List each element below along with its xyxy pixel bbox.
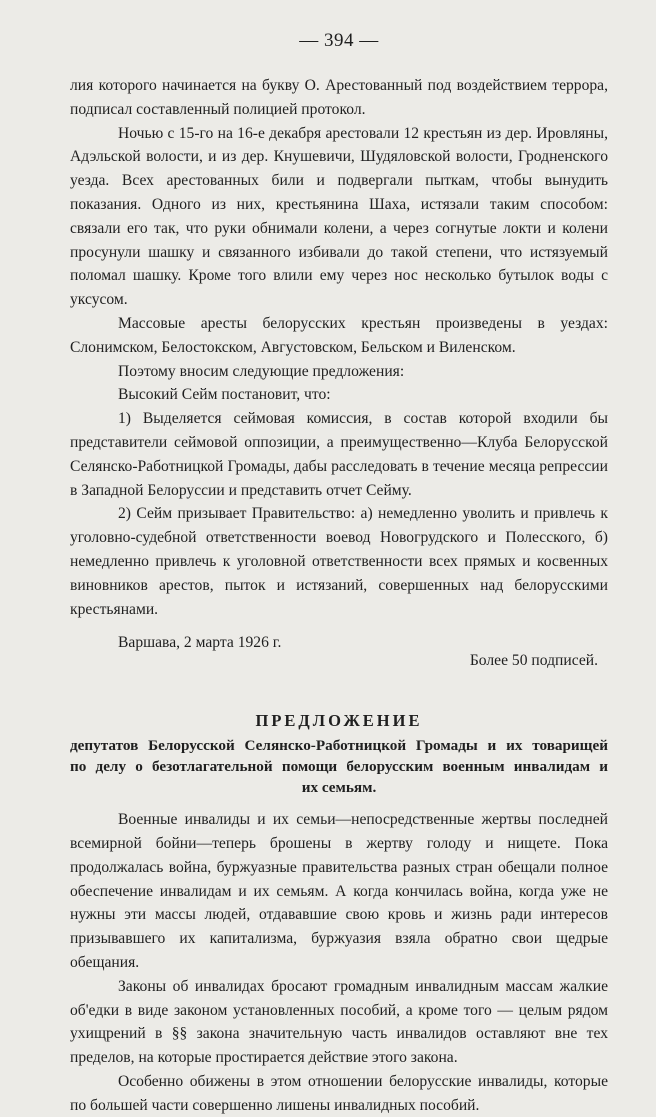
place-date: Варшава, 2 марта 1926 г. (118, 634, 282, 652)
paragraph-7: 2) Сейм призывает Правительство: а) немедленно уволить и привлечь к уголовно-судебной ответственности воевод Новогрудского и Полесского, б) немедленно привлечь к уголовной ответственности всех прямых и косвенных виновников арестов, пыток и истязаний, совершенных над белорусскими крестьянами. (70, 505, 608, 618)
paragraph-3: Массовые аресты белорусских крестьян произведены в уездах: Слонимском, Белостокском, Августовском, Бельском и Виленском. (70, 314, 608, 356)
paragraph-8: Военные инвалиды и их семьи—непосредственные жертвы последней всемирной бойни—теперь брошены в жертву голоду и нищете. Пока продолжалась война, буржуазные правительства разных стран обещали полное обеспечение инвалидам и их семьям. А когда кончилась война, когда уже не нужны эти массы людей, отдававшие свою кровь и жизнь ради интересов призывавшего их капитализма, буржуазия взяла обратно свои щедрые обещания. (70, 811, 608, 971)
paragraph-1: лия которого начинается на букву О. Арестованный под воздействием террора, подписал составленный полицией протокол. (70, 77, 608, 118)
paragraph-5: Высокий Сейм постановит, что: (118, 386, 331, 404)
paragraph-9: Законы об инвалидах бросают громадным инвалидным массам жалкие об'едки в виде законом установленных пособий, а кроме того — целым рядом ухищрений в §§ закона значительную часть инвалидов оставляют вне тех пределов, на которые простирается действие этого закона. (70, 977, 608, 1067)
paragraph-2: Ночью с 15-го на 16-е декабря арестовали 12 крестьян из дер. Ировляны, Адэльской волости, и из дер. Кнушевичи, Шудяловской волости, Гродненского уезда. Всех арестованных били и подвергали пыткам, чтобы вынудить показания. Одного из них, крестьянина Шаха, истязали таким способом: связали его так, что руки обнимали колени, а через согнутые локти и колени просунули шашку и связанного избивали до такой степени, что истязуемый поломал шашку. Кроме того влили ему через нос несколько бутылок воды с уксусом. (70, 124, 608, 309)
signature-count: Более 50 подписей. (469, 652, 598, 670)
paragraph-6: 1) Выделяется сеймовая комиссия, в состав которой входили бы представители сеймовой оппозиции, а преимущественно—Клуба Белорусской Селянско-Работницкой Громады, дабы расследовать в течение месяца репрессии в Западной Белоруссии и представить отчет Сейму. (70, 410, 608, 499)
page-number: — 394 — (299, 30, 379, 51)
subtitle-line-3: их семьям. (301, 779, 377, 797)
section-subtitle (70, 735, 608, 798)
subtitle-line-1: депутатов Белорусской Селянско-Работницкой Громады и их товарищей (70, 737, 608, 755)
paragraph-10: Особенно обижены в этом отношении белорусские инвалиды, которые по большей части совершенно лишены инвалидных пособий. (70, 1072, 608, 1114)
section-title: ПРЕДЛОЖЕНИЕ (255, 711, 423, 731)
proposal-text (70, 808, 608, 1117)
paragraph-4: Поэтому вносим следующие предложения: (118, 362, 405, 380)
body-text (70, 74, 608, 673)
signature-block (70, 631, 608, 673)
subtitle-line-2: по делу о безотлагательной помощи белорусским военным инвалидам и (70, 758, 608, 776)
